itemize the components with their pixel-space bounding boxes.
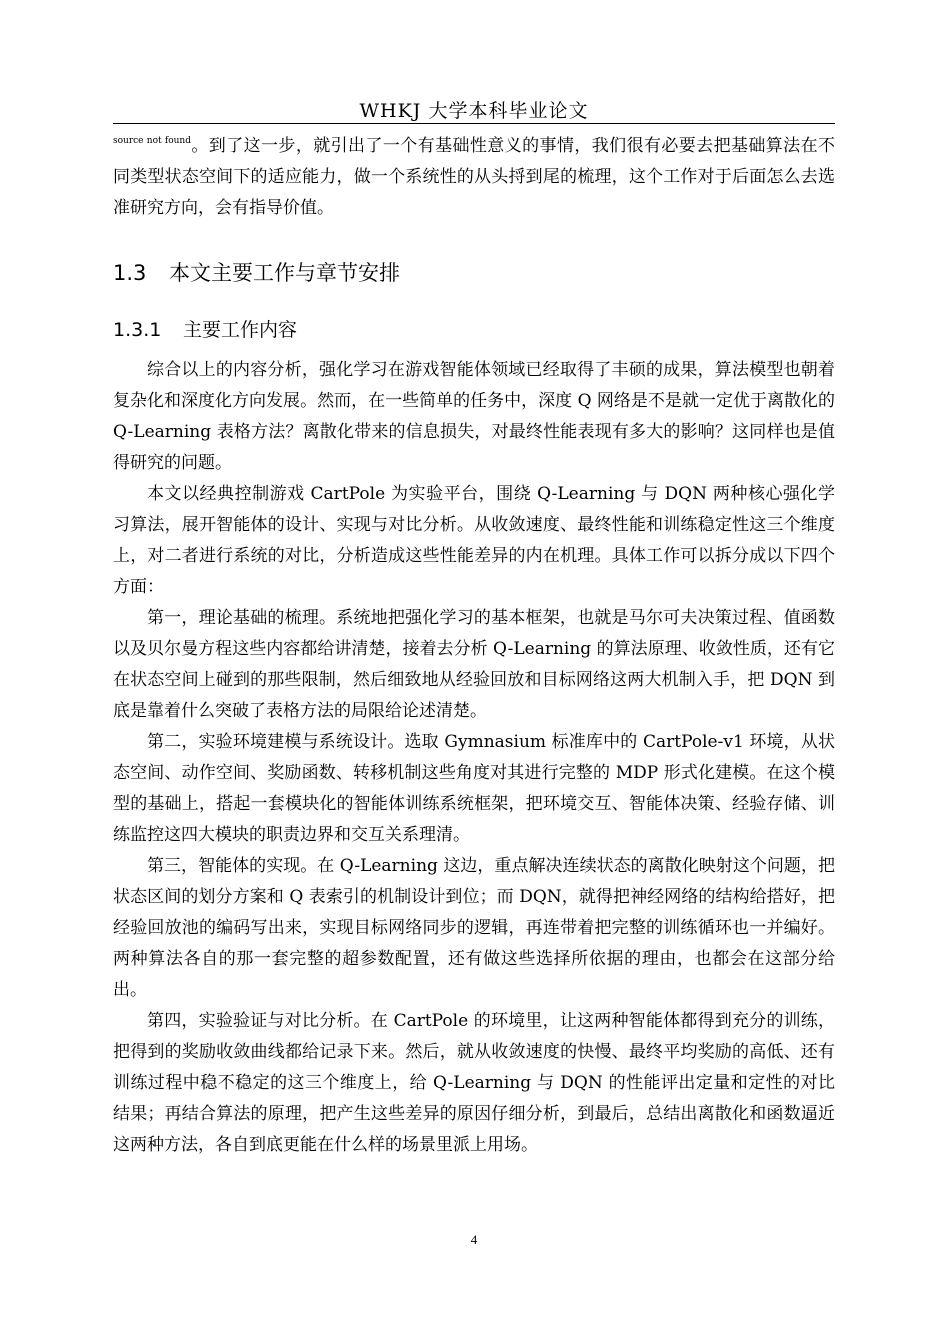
paragraph: 第一，理论基础的梳理。系统地把强化学习的基本框架，也就是马尔可夫决策过程、值函数以及贝尔曼方程这些内容都给讲清楚，接着去分析 Q-Learning 的算法原理、收敛性质，还有它在状态空间上碰到的那些限制，然后细致地从经验回放和目标网络这两大机制入手，把 DQN 到底是靠着什么突破了表格方法的局限给论述清楚。 (113, 608, 835, 721)
continued-paragraph (113, 131, 835, 224)
paragraph: 第四，实验验证与对比分析。在 CartPole 的环境里，让这两种智能体都得到充分的训练，把得到的奖励收敛曲线都给记录下来。然后，就从收敛速度的快慢、最终平均奖励的高低、还有训练过程中稳不稳定的这三个维度上，给 Q-Learning 与 DQN 的性能评出定量和定性的对比结果；再结合算法的原理，把产生这些差异的原因仔细分析，到最后，总结出离散化和函数逼近这两种方法，各自到底更能在什么样的场景里派上用场。 (113, 1011, 835, 1155)
continued-paragraph-text: 。到了这一步，就引出了一个有基础性意义的事情，我们很有必要去把基础算法在不同类型状态空间下的适应能力，做一个系统性的从头捋到尾的梳理，这个工作对于后面怎么去选准研究方向，会有指导价值。 (113, 136, 835, 218)
paragraph: 第三，智能体的实现。在 Q-Learning 这边，重点解决连续状态的离散化映射这个问题，把状态区间的划分方案和 Q 表索引的机制设计到位；而 DQN，就得把神经网络的结构给搭好，把经验回放池的编码写出来，实现目标网络同步的逻辑，再连带着把完整的训练循环也一并编好。两种算法各自的那一套完整的超参数配置，还有做这些选择所依据的理由，也都会在这部分给出。 (113, 856, 835, 1000)
main-body (113, 355, 835, 1161)
section-title: 本文主要工作与章节安排 (169, 261, 400, 285)
header-rule (113, 123, 835, 124)
subsection-heading (113, 315, 835, 345)
paragraph: 第二，实验环境建模与系统设计。选取 Gymnasium 标准库中的 CartPole-v1 环境，从状态空间、动作空间、奖励函数、转移机制这些角度对其进行完整的 MDP 形式化建模。在这个模型的基础上，搭起一套模块化的智能体训练系统框架，把环境交互、智能体决策、经验存储、训练监控这四大模块的职责边界和交互关系理清。 (113, 732, 835, 845)
footnote-error-text: source not found (113, 136, 191, 146)
section-number: 1.3 (113, 261, 147, 285)
paragraph: 综合以上的内容分析，强化学习在游戏智能体领域已经取得了丰硕的成果，算法模型也朝着复杂化和深度化方向发展。然而，在一些简单的任务中，深度 Q 网络是不是就一定优于离散化的 Q-Learning 表格方法？离散化带来的信息损失，对最终性能表现有多大的影响？这同样也是值得研究的问题。 (113, 360, 835, 473)
paragraph: 本文以经典控制游戏 CartPole 为实验平台，围绕 Q-Learning 与 DQN 两种核心强化学习算法，展开智能体的设计、实现与对比分析。从收敛速度、最终性能和训练稳定性这三个维度上，对二者进行系统的对比，分析造成这些性能差异的内在机理。具体工作可以拆分成以下四个方面： (113, 484, 835, 597)
page-number: 4 (470, 1232, 478, 1247)
running-header: WHKJ 大学本科毕业论文 (359, 100, 589, 122)
section-heading (113, 256, 835, 290)
subsection-title: 主要工作内容 (183, 319, 298, 341)
subsection-number: 1.3.1 (113, 319, 162, 341)
